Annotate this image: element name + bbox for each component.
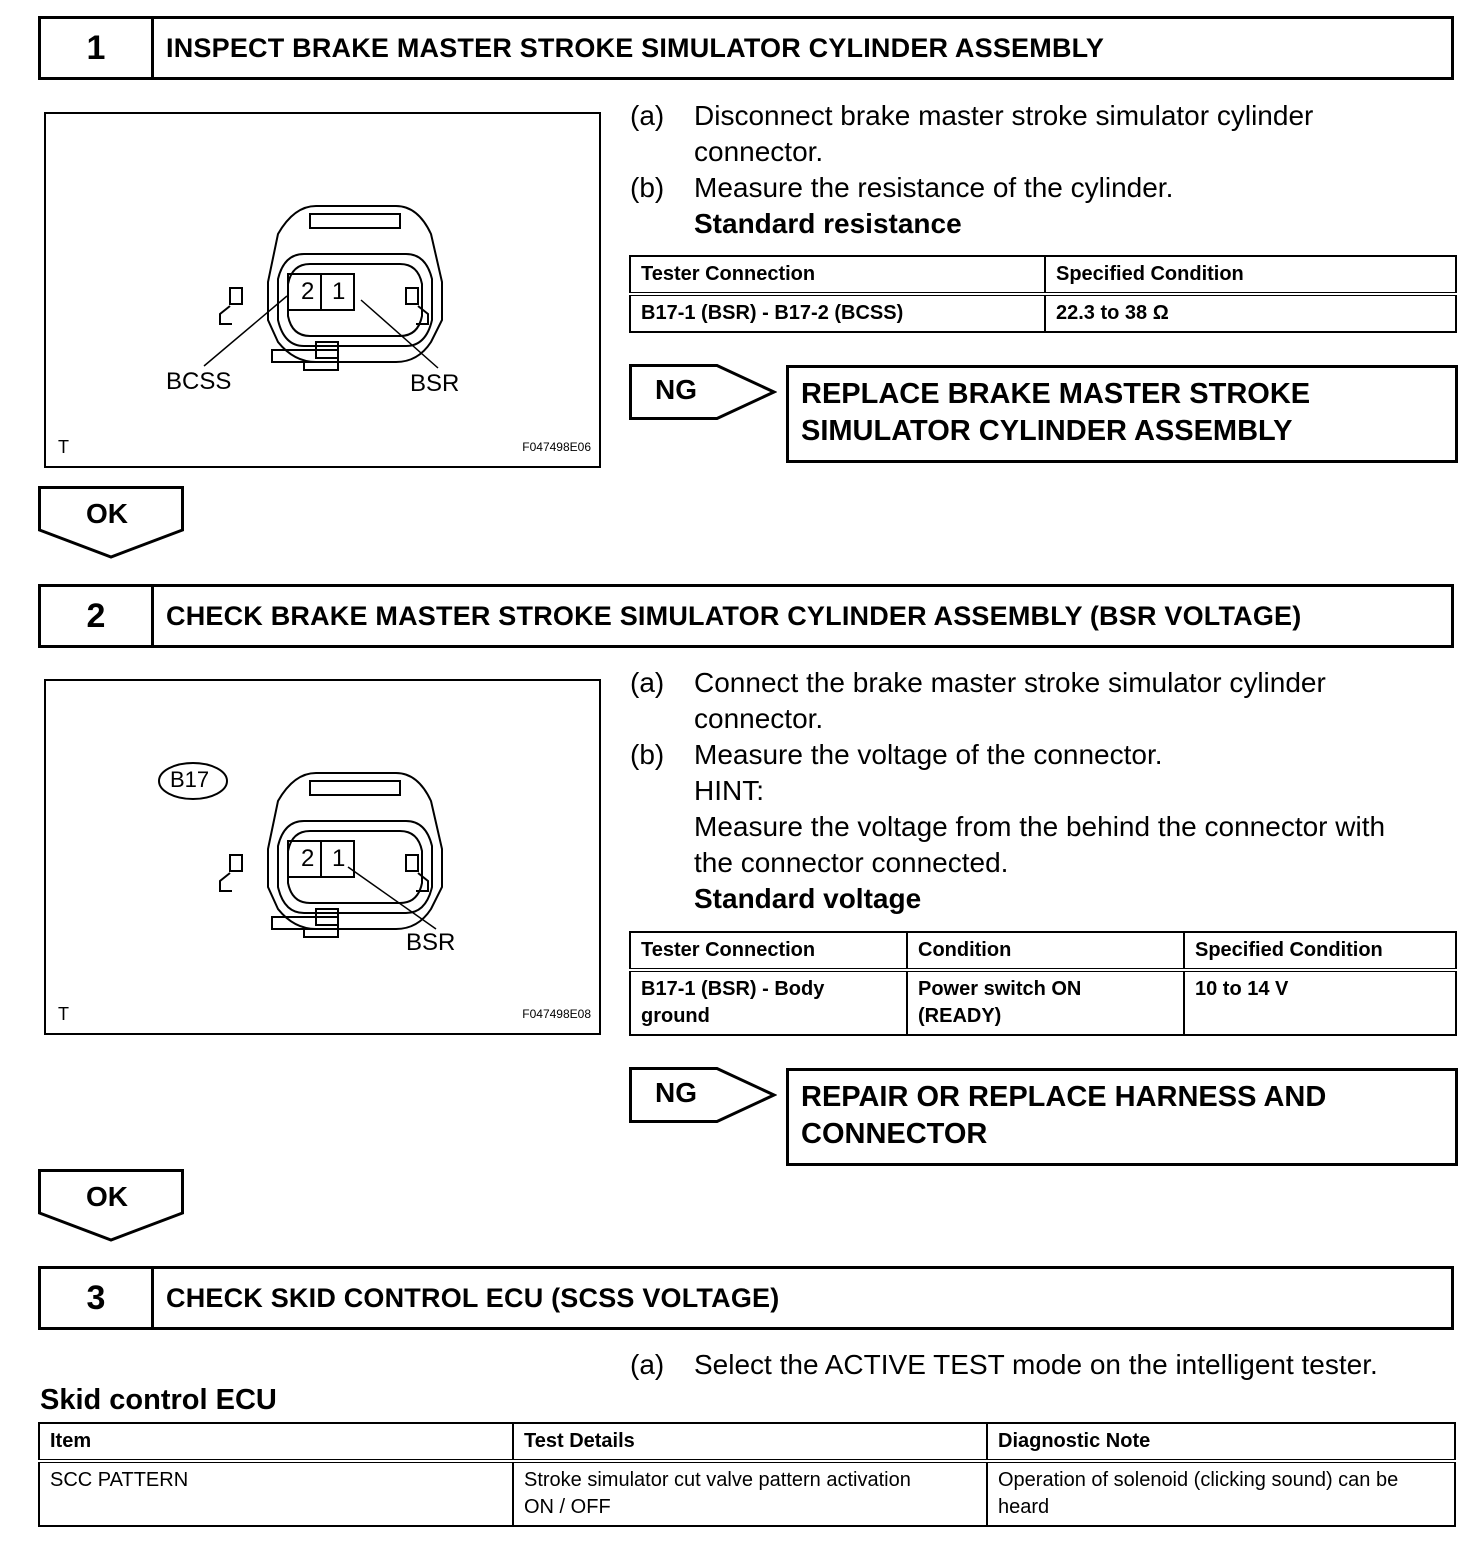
step-2-instructions (630, 665, 1460, 925)
table-header-row (39, 1423, 1455, 1461)
bsr-label: BSR (410, 370, 460, 397)
ok-label: OK (86, 498, 128, 529)
step-1-header (38, 16, 1454, 80)
connector-diagram-1 (44, 112, 601, 468)
instruction-marker: (b) (630, 739, 665, 770)
table-header-cell: Item (39, 1423, 513, 1461)
table-cell (987, 1461, 1455, 1526)
cell-line: ON / OFF (524, 1496, 611, 1518)
table-header-cell: Tester Connection (630, 256, 1045, 294)
active-test-table (38, 1422, 1456, 1527)
hint-label: HINT: (694, 775, 764, 806)
instruction-text: Disconnect brake master stroke simulator cylinder (694, 100, 1314, 131)
voltage-table (629, 931, 1457, 1036)
cell-line: Power switch ON (918, 978, 1082, 1000)
ng-label: NG (655, 1077, 697, 1108)
cell-line: Stroke simulator cut valve pattern activation (524, 1469, 911, 1491)
table-header-row (630, 256, 1456, 294)
pin-1-label: 1 (332, 278, 346, 305)
resistance-table (629, 255, 1457, 333)
table-header-cell: Test Details (513, 1423, 987, 1461)
step-1-instructions (630, 98, 1460, 248)
table-cell: 22.3 to 38 Ω (1045, 294, 1456, 332)
instruction-text: connector. (694, 136, 824, 167)
table-header-cell: Tester Connection (630, 932, 907, 970)
step-number: 2 (41, 587, 154, 645)
step-number: 1 (41, 19, 154, 77)
figure-code: F047498E08 (522, 1007, 591, 1021)
connector-id-label: B17 (170, 767, 210, 792)
instruction-marker: (b) (630, 172, 665, 203)
table-cell (630, 970, 907, 1035)
step-title: CHECK SKID CONTROL ECU (SCSS VOLTAGE) (166, 1282, 780, 1313)
ok-arrow (38, 1169, 184, 1243)
ng-result-text: SIMULATOR CYLINDER ASSEMBLY (801, 415, 1293, 447)
instruction-text: Measure the resistance of the cylinder. (694, 172, 1174, 203)
connector-diagram-2 (44, 679, 601, 1035)
instruction-text: connector. (694, 703, 824, 734)
table-row (39, 1461, 1455, 1526)
bsr-label: BSR (406, 929, 456, 956)
step-3-header (38, 1266, 1454, 1330)
instruction-marker: (a) (630, 100, 665, 131)
ok-label: OK (86, 1181, 128, 1212)
pin-1-label: 1 (332, 845, 346, 872)
instruction-marker: (a) (630, 667, 665, 698)
figure-code: F047498E06 (522, 440, 591, 454)
ng-arrow (629, 1067, 777, 1123)
table-header-cell: Diagnostic Note (987, 1423, 1455, 1461)
table-row (630, 970, 1456, 1035)
cell-line: ground (641, 1005, 710, 1027)
connector-drawing (46, 681, 603, 1037)
step-title: INSPECT BRAKE MASTER STROKE SIMULATOR CYLINDER ASSEMBLY (166, 32, 1105, 63)
hint-text: Measure the voltage from the behind the connector with (694, 811, 1386, 842)
ecu-heading: Skid control ECU (40, 1384, 277, 1416)
ng-label: NG (655, 374, 697, 405)
connector-drawing (46, 114, 603, 470)
step-title: CHECK BRAKE MASTER STROKE SIMULATOR CYLINDER ASSEMBLY (BSR VOLTAGE) (166, 600, 1302, 631)
table-row (630, 294, 1456, 332)
table-cell (513, 1461, 987, 1526)
instruction-text: Measure the voltage of the connector. (694, 739, 1163, 770)
table-cell: 10 to 14 V (1184, 970, 1456, 1035)
table-cell (907, 970, 1184, 1035)
ng-result-text: CONNECTOR (801, 1118, 988, 1150)
instruction-text: Select the ACTIVE TEST mode on the intelligent tester. (694, 1349, 1378, 1380)
pin-2-label: 2 (301, 278, 315, 305)
cell-line: Operation of solenoid (clicking sound) can be (998, 1469, 1399, 1491)
table-header-cell: Specified Condition (1045, 256, 1456, 294)
table-cell: SCC PATTERN (39, 1461, 513, 1526)
ng-arrow (629, 364, 777, 420)
bcss-label: BCSS (166, 368, 232, 395)
ok-arrow (38, 486, 184, 560)
table-header-cell: Specified Condition (1184, 932, 1456, 970)
cell-line: heard (998, 1496, 1050, 1518)
ng-result-text: REPLACE BRAKE MASTER STROKE (801, 378, 1311, 410)
step-number: 3 (41, 1269, 154, 1327)
standard-label: Standard voltage (694, 883, 922, 914)
ng-result-box (786, 1068, 1458, 1166)
standard-label: Standard resistance (694, 208, 962, 239)
pin-2-label: 2 (301, 845, 315, 872)
cell-line: B17-1 (BSR) - Body (641, 978, 825, 1000)
instruction-text: Connect the brake master stroke simulator cylinder (694, 667, 1326, 698)
step-2-header (38, 584, 1454, 648)
step-3-instructions (630, 1347, 1460, 1387)
ng-result-box (786, 365, 1458, 463)
instruction-marker: (a) (630, 1349, 665, 1380)
table-header-cell: Condition (907, 932, 1184, 970)
ng-arrow-shape (629, 364, 777, 420)
figure-corner-mark: T (58, 1004, 69, 1024)
ng-result-text: REPAIR OR REPLACE HARNESS AND (801, 1081, 1327, 1113)
table-header-row (630, 932, 1456, 970)
figure-corner-mark: T (58, 437, 69, 457)
hint-text: the connector connected. (694, 847, 1009, 878)
cell-line: (READY) (918, 1005, 1002, 1027)
table-cell: B17-1 (BSR) - B17-2 (BCSS) (630, 294, 1045, 332)
ng-arrow-shape (629, 1067, 777, 1123)
